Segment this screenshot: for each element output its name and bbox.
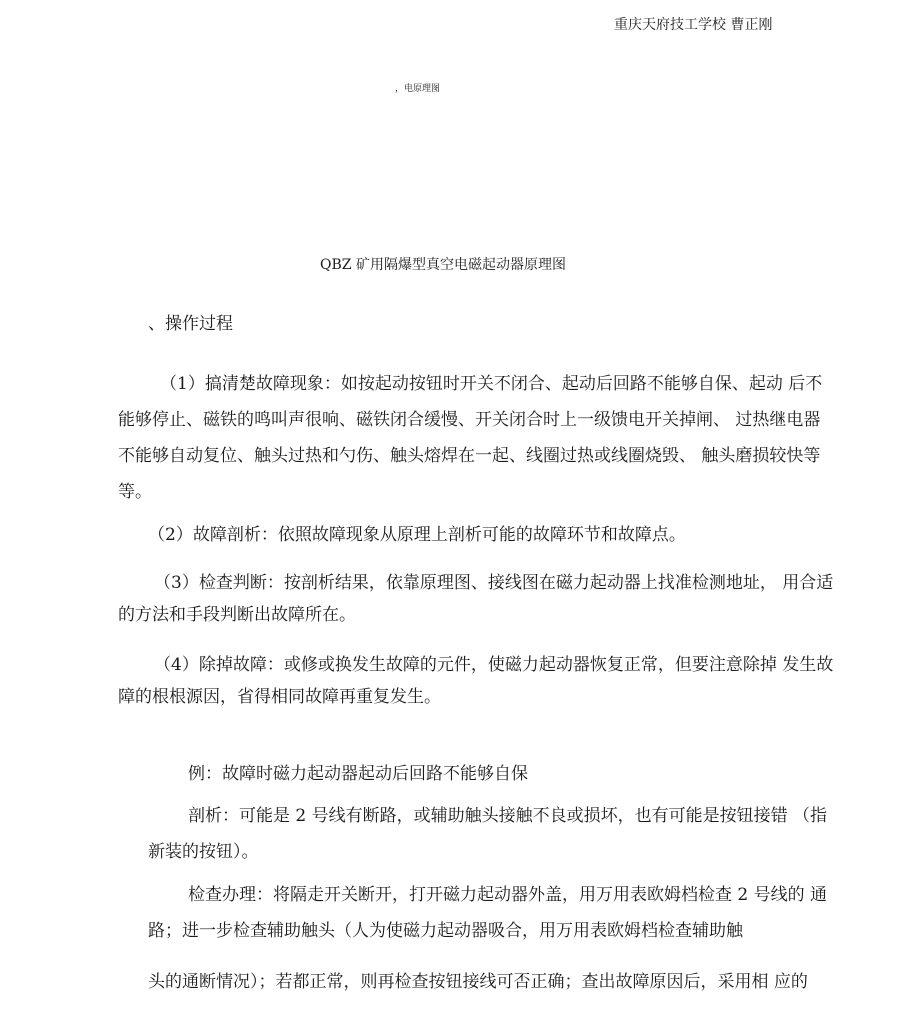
step-1-line: 不能够自动复位、触头过热和勺伤、触头熔焊在一起、线圈过热或线圈烧毁、 触头磨损较快等 bbox=[118, 446, 821, 466]
step-2-line: （2）故障剖析：依照故障现象从原理上剖析可能的故障环节和故障点。 bbox=[148, 525, 686, 545]
step-2-paragraph bbox=[148, 517, 686, 553]
step-4-line: 障的根根源因，省得相同故障再重复发生。 bbox=[118, 687, 441, 707]
example-check bbox=[148, 877, 827, 949]
step-4-line: （4）除掉故障：或修或换发生故障的元件，使磁力起动器恢复正常，但要注意除掉 发生故 bbox=[154, 655, 834, 675]
example-analysis bbox=[148, 798, 827, 870]
step-1-paragraph bbox=[118, 366, 822, 510]
step-3-line: 的方法和手段判断出故障所在。 bbox=[118, 605, 356, 625]
page-header-author: 重庆天府技工学校 曹正刚 bbox=[614, 17, 773, 33]
example-title: 例：故障时磁力起动器起动后回路不能够自保 bbox=[188, 764, 528, 784]
step-1-line: （1）搞清楚故障现象：如按起动按钮时开关不闭合、起动后回路不能够自保、起动 后不 bbox=[160, 374, 823, 394]
figure-small-label: ，电原理图 bbox=[395, 84, 441, 94]
example-check-line: 检查办理：将隔走开关断开，打开磁力起动器外盖，用万用表欧姆档检查 2 号线的 通 bbox=[188, 885, 828, 905]
figure-caption: QBZ 矿用隔爆型真空电磁起动器原理图 bbox=[320, 257, 566, 273]
section-title: 、操作过程 bbox=[148, 314, 233, 334]
step-1-line: 能够停止、磁铁的鸣叫声很响、磁铁闭合缓慢、开关闭合时上一级馈电开关掉闸、 过热继电器 bbox=[118, 410, 821, 430]
example-analysis-line: 剖析：可能是 2 号线有断路，或辅助触头接触不良或损坏，也有可能是按钮接错 （指 bbox=[188, 806, 828, 826]
example-analysis-line: 新装的按钮）。 bbox=[148, 842, 259, 862]
step-3-line: （3）检查判断：按剖析结果，依靠原理图、接线图在磁力起动器上找准检测地址， 用合适 bbox=[154, 573, 834, 593]
step-3-paragraph bbox=[118, 566, 833, 630]
step-4-paragraph bbox=[118, 648, 833, 712]
example-check-line: 路；进一步检查辅助触头（人为使磁力起动器吸合，用万用表欧姆档检查辅助触 bbox=[148, 921, 743, 941]
example-check-tail: 头的通断情况）；若都正常，则再检查按钮接线可否正确；查出故障原因后，采用相 应的 bbox=[148, 972, 808, 992]
step-1-line: 等。 bbox=[118, 482, 152, 502]
